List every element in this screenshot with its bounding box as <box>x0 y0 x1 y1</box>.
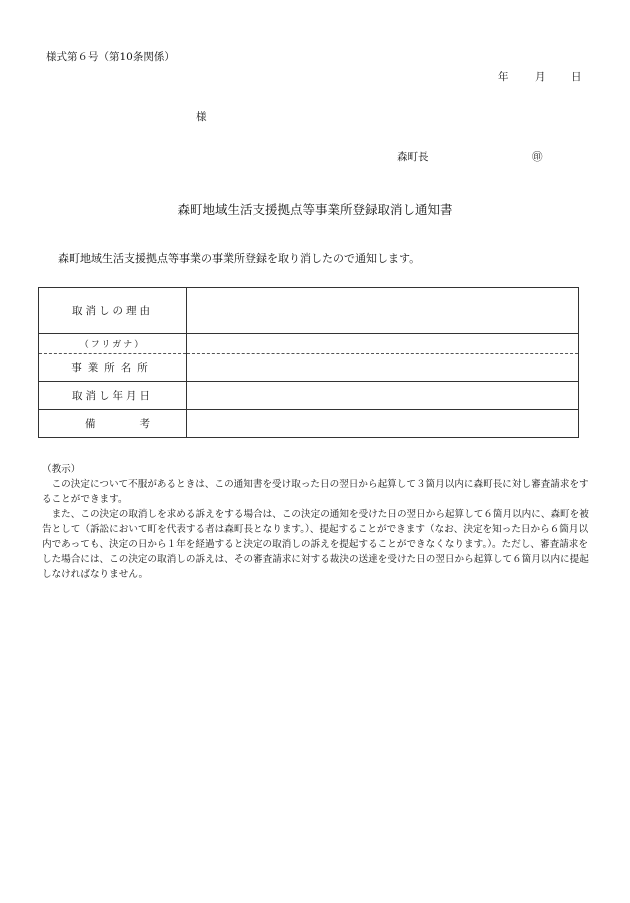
table-row-office-name <box>39 354 579 382</box>
office-name-value-field[interactable] <box>187 354 579 382</box>
furigana-value-field[interactable] <box>187 334 579 354</box>
table-row-reason <box>39 288 579 334</box>
office-name-label: 事業所名所 <box>39 354 187 382</box>
cancel-date-value-field[interactable] <box>187 382 579 410</box>
cancel-date-label: 取消し年月日 <box>39 382 187 410</box>
sender-name: 森町長 <box>397 151 429 163</box>
notes-paragraph-2: また、この決定の取消しを求める訴えをする場合は、この決定の通知を受けた日の翌日から起算して６箇月以内に、森町を被告として（訴訟において町を代表する者は森町長となります。）、提起することができます（なお、決定を知った日から６箇月以内であっても、決定の日から１年を経過すると決定の取消しの訴えを提起することができなくなります。）。ただし、審査請求をした場合には、この決定の取消しの訴えは、その審査請求に対する裁決の送達を受けた日の翌日から起算して６箇月以内に提起しなければなりません。 <box>42 509 589 580</box>
table-row-furigana <box>39 334 579 354</box>
remarks-value-field[interactable] <box>187 410 579 438</box>
reason-label: 取消しの理由 <box>39 288 187 334</box>
date-month: 月 <box>535 71 546 83</box>
reason-value-field[interactable] <box>187 288 579 334</box>
form-number: 様式第６号（第10条関係） <box>46 51 175 63</box>
appeal-notes <box>42 462 590 582</box>
table-row-cancel-date <box>39 382 579 410</box>
notes-heading: （教示） <box>42 464 81 475</box>
intro-text: 森町地域生活支援拠点等事業の事業所登録を取り消したので通知します。 <box>58 252 421 265</box>
table-row-remarks <box>39 410 579 438</box>
notes-paragraph-1: この決定について不服があるときは、この通知書を受け取った日の翌日から起算して３箇月以内に森町長に対し審査請求をすることができます。 <box>42 479 589 505</box>
remarks-label <box>39 410 187 438</box>
remarks-label-char-2: 考 <box>139 418 150 430</box>
furigana-label: （フリガナ） <box>39 334 187 354</box>
addressee-suffix: 様 <box>196 111 207 123</box>
date-year: 年 <box>498 71 509 83</box>
document-title: 森町地域生活支援拠点等事業所登録取消し通知書 <box>177 202 453 217</box>
cancellation-form-table <box>38 287 579 438</box>
seal-mark: ㊞ <box>532 151 543 163</box>
date-day: 日 <box>571 71 582 83</box>
remarks-label-char-1: 備 <box>85 418 96 430</box>
